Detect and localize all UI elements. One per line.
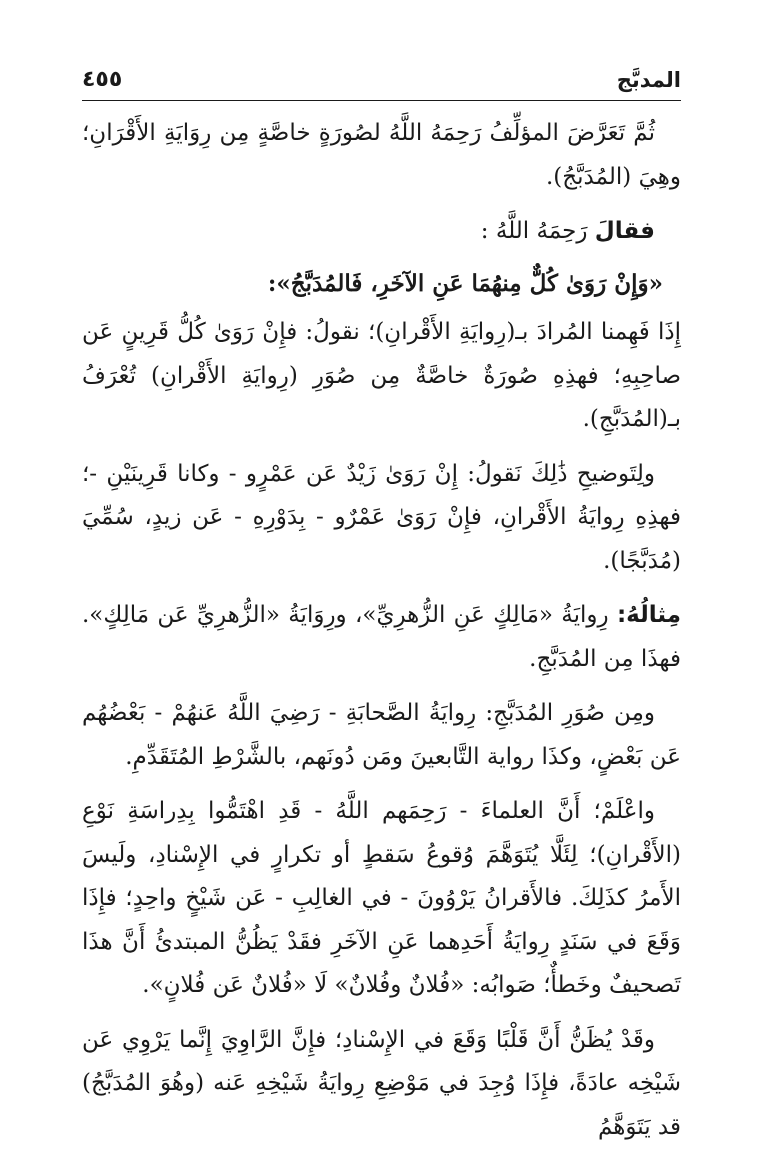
example-text: رِوايَةُ «مَالِكٍ عَنِ الزُّهرِيِّ»، ورِوَايَةُ «الزُّهرِيِّ عَن مَالِكٍ». فهذَا مِن المُدَبَّجِ. xyxy=(82,602,681,672)
paragraph-assumption: وقَدْ يُظَنُّ أَنَّ قَلْبًا وَقَعَ في الإِسْنادِ؛ فإِنَّ الرَّاوِيَ إِنَّما يَرْوِي عَن شَيْخِه عادَةً، فإِذَا وُجِدَ في مَوْضِعِ رِوايَةُ شَيْخِهِ عَنه (وهُوَ المُدَبَّجُ) قد يَتَوَهَّمُ xyxy=(82,1026,681,1140)
example-label: مِثالُهُ: xyxy=(616,602,681,628)
paragraph-example xyxy=(82,594,681,681)
matn-quote: «وَإِنْ رَوَىٰ كُلٌّ مِنهُمَا عَنِ الآخَرِ، فَالمُدَبَّجُ»: xyxy=(267,269,663,297)
paragraph-intro: ثُمَّ تَعَرَّضَ المؤلِّفُ رَحِمَهُ اللَّهُ لصُورَةٍ خاصَّةٍ مِن رِوَايَةِ الأَقْرَانِ؛ وهِيَ (المُدَبَّجُ). xyxy=(82,120,681,190)
page-body xyxy=(82,112,681,1160)
paragraph-clarification: ولِتَوضيحِ ذَٰلِكَ نَقولُ: إِنْ رَوَىٰ زَيْدٌ عَن عَمْرٍو - وكانا قَرِينَيْنِ -؛ فهذِهِ رِوايَةُ الأَقْرانِ، فإِنْ رَوَىٰ عَمْرٌو - بِدَوْرِهِ - عَن زيدٍ، سُمِّيَ (مُدَبَّجًا). xyxy=(82,460,681,574)
paragraph-know: واعْلَمْ؛ أَنَّ العلماءَ - رَحِمَهم اللَّهُ - قَدِ اهْتَمُّوا بِدِراسَةِ نَوْعِ (الأَقْرانِ)؛ لِئَلَّا يُتَوَهَّمَ وُقوعُ سَقطٍ أو تكرارٍ في الإِسْنادِ، ولَيسَ الأَمرُ كذَلِكَ. فالأَقرانُ يَرْوُونَ - في الغالِبِ - عَن شَيْخٍ واحِدٍ؛ فإِذَا وَقَعَ في سَنَدٍ رِوايَةُ أَحَدِهما عَنِ الآخَرِ فقَدْ يَظُنُّ المبتدئُ أَنَّ هذَا تَصحيفٌ وخَطأٌ؛ صَوابُه: «فُلانٌ وفُلانٌ» لَا «فُلانٌ عَن فُلانٍ». xyxy=(82,798,681,998)
said-label: فقالَ xyxy=(594,218,655,244)
running-header xyxy=(82,58,681,101)
chapter-title: المدبَّج xyxy=(616,68,681,92)
paragraph-said xyxy=(82,210,681,254)
said-rest: رَحِمَهُ اللَّهُ : xyxy=(480,218,595,244)
page-number: ٤٥٥ xyxy=(82,67,123,92)
paragraph-meaning: إِذَا فَهِمنا المُرادَ بـ(رِوايَةِ الأَقْرانِ)؛ نقولُ: فإِنْ رَوَىٰ كُلُّ قَرِينٍ عَن صاحِبِهِ؛ فهذِهِ صُورَةٌ خاصَّةٌ مِن صُوَرِ (رِوايَةِ الأَقْرانِ) تُعْرَفُ بـ(المُدَبَّجِ). xyxy=(82,319,681,432)
paragraph-forms: ومِن صُوَرِ المُدَبَّجِ: رِوايَةُ الصَّحابَةِ - رَضِيَ اللَّهُ عَنهُمْ - بَعْضُهُم عَن بَعْضٍ، وكذَا رواية التَّابعينَ ومَن دُونَهم، بالشَّرْطِ المُتَقَدِّمِ. xyxy=(82,700,681,770)
